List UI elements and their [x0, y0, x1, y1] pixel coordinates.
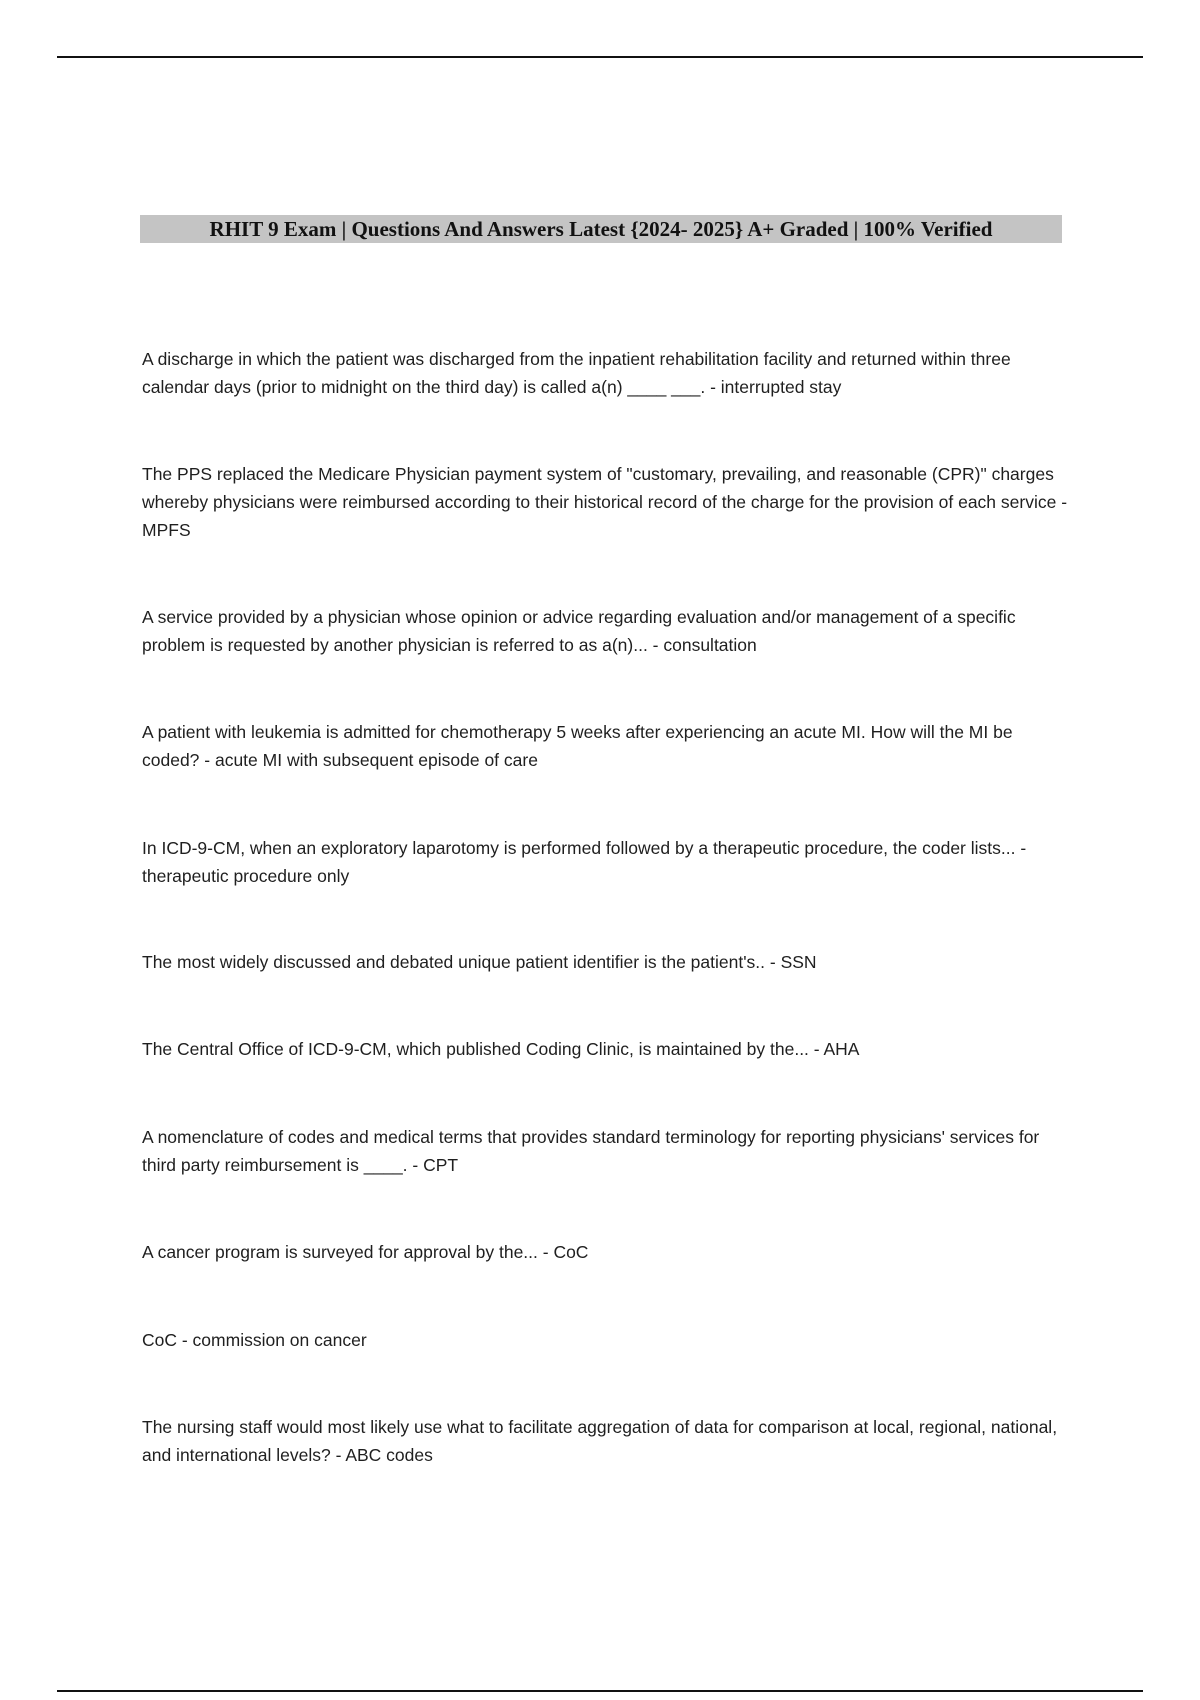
qa-item-5: In ICD-9-CM, when an exploratory laparotomy is performed followed by a therapeutic procedure, the coder lists... - therapeutic procedure only [142, 838, 1027, 886]
top-rule [57, 56, 1143, 58]
title-bar [140, 215, 1062, 243]
document-title: RHIT 9 Exam | Questions And Answers Latest {2024- 2025} A+ Graded | 100% Verified [209, 216, 993, 241]
qa-item-1: A discharge in which the patient was discharged from the inpatient rehabilitation facility and returned within three calendar days (prior to midnight on the third day) is called a(n) ____ ___. - interrupted stay [142, 349, 1011, 397]
qa-item-10: CoC - commission on cancer [142, 1330, 367, 1350]
qa-item-11: The nursing staff would most likely use what to facilitate aggregation of data for comparison at local, regional, national, and international levels? - ABC codes [142, 1417, 1058, 1465]
qa-item-4: A patient with leukemia is admitted for chemotherapy 5 weeks after experiencing an acute MI. How will the MI be coded? - acute MI with subsequent episode of care [142, 722, 1013, 770]
qa-item-6: The most widely discussed and debated unique patient identifier is the patient's.. - SSN [142, 952, 817, 972]
qa-item-3: A service provided by a physician whose opinion or advice regarding evaluation and/or management of a specific problem is requested by another physician is referred to as a(n)... - consultation [142, 607, 1016, 655]
qa-item-9: A cancer program is surveyed for approval by the... - CoC [142, 1242, 589, 1262]
bottom-rule [57, 1690, 1143, 1692]
qa-item-7: The Central Office of ICD-9-CM, which published Coding Clinic, is maintained by the... - AHA [142, 1039, 860, 1059]
qa-item-8: A nomenclature of codes and medical terms that provides standard terminology for reporting physicians' services for third party reimbursement is ____. - CPT [142, 1127, 1040, 1175]
qa-item-2: The PPS replaced the Medicare Physician payment system of "customary, prevailing, and reasonable (CPR)" charges whereby physicians were reimbursed according to their historical record of the charge for the provision of each service - MPFS [142, 464, 1068, 540]
